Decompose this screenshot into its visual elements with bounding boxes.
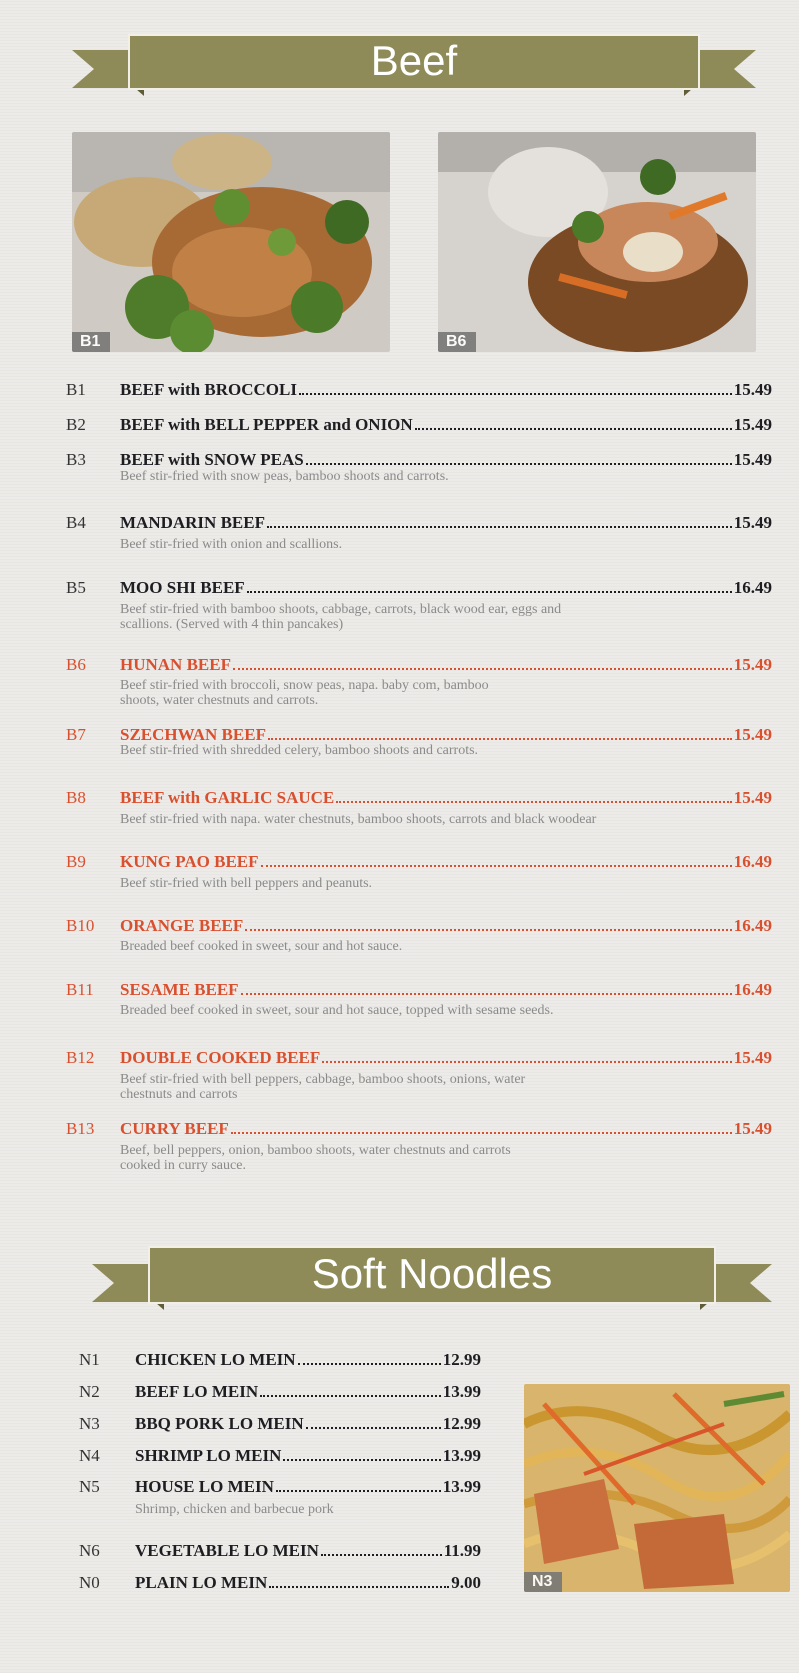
hunan-beef-photo: [438, 132, 756, 352]
item-code: N5: [79, 1477, 100, 1496]
item-name: CHICKEN LO MEIN: [135, 1350, 296, 1369]
dot-leader: [322, 1061, 731, 1063]
dot-leader: [298, 1363, 441, 1365]
dot-leader: [231, 1132, 732, 1134]
item-description: Beef stir-fried with broccoli, snow peas, napa. baby com, bamboo shoots, water chestnuts and carrots.: [120, 678, 489, 708]
dot-leader: [336, 801, 731, 803]
item-price: 15.49: [733, 788, 772, 807]
item-description: Beef stir-fried with bell peppers and peanuts.: [120, 876, 373, 891]
item-name: SZECHWAN BEEF: [120, 725, 266, 744]
lo-mein-image: [524, 1384, 790, 1592]
dot-leader: [306, 463, 732, 465]
item-name: BEEF LO MEIN: [135, 1382, 259, 1401]
item-code: N6: [79, 1541, 100, 1560]
item-code: N1: [79, 1350, 100, 1369]
item-name: ORANGE BEEF: [120, 916, 244, 935]
dot-leader: [261, 865, 732, 867]
item-code: B3: [66, 450, 86, 469]
item-description: Breaded beef cooked in sweet, sour and hot sauce, topped with sesame seeds.: [120, 1003, 554, 1018]
item-price: 16.49: [733, 916, 772, 935]
bbq-pork-lo-mein-photo: [524, 1384, 790, 1592]
item-name: BEEF with SNOW PEAS: [120, 450, 304, 469]
dot-leader: [245, 929, 731, 931]
item-price: 12.99: [442, 1350, 481, 1369]
item-price: 15.49: [733, 1048, 772, 1067]
item-name: KUNG PAO BEEF: [120, 852, 259, 871]
item-code: B2: [66, 415, 86, 434]
item-name: CURRY BEEF: [120, 1119, 229, 1138]
item-name: BBQ PORK LO MEIN: [135, 1414, 304, 1433]
item-name: PLAIN LO MEIN: [135, 1573, 268, 1592]
photo-tag-b6: B6: [438, 332, 476, 352]
item-price: 15.49: [733, 415, 772, 434]
dot-leader: [233, 668, 732, 670]
beef-section-banner: [72, 34, 756, 106]
dot-leader: [321, 1554, 442, 1556]
dot-leader: [415, 428, 732, 430]
item-name: SHRIMP LO MEIN: [135, 1446, 282, 1465]
item-code: B5: [66, 578, 86, 597]
item-description: Beef stir-fried with onion and scallions.: [120, 537, 343, 552]
item-description: Breaded beef cooked in sweet, sour and hot sauce.: [120, 939, 403, 954]
item-name: VEGETABLE LO MEIN: [135, 1541, 319, 1560]
item-name: MANDARIN BEEF: [120, 513, 265, 532]
item-code: B8: [66, 788, 86, 807]
item-code: N4: [79, 1446, 100, 1465]
dot-leader: [269, 1586, 449, 1588]
item-code: B12: [66, 1048, 95, 1067]
item-description: Beef stir-fried with napa. water chestnuts, bamboo shoots, carrots and black woodear: [120, 812, 597, 827]
dot-leader: [299, 393, 732, 395]
item-description: Beef, bell peppers, onion, bamboo shoots, water chestnuts and carrots cooked in curry sauce.: [120, 1143, 511, 1173]
noodles-section-banner: [92, 1246, 772, 1318]
item-price: 11.99: [443, 1541, 481, 1560]
hunan-beef-image: [438, 132, 756, 352]
item-description: Shrimp, chicken and barbecue pork: [135, 1502, 334, 1517]
beef-broccoli-photo: [72, 132, 390, 352]
item-price: 13.99: [442, 1446, 481, 1465]
item-price: 15.49: [733, 655, 772, 674]
photo-tag-b1: B1: [72, 332, 110, 352]
item-description: Beef stir-fried with bamboo shoots, cabbage, carrots, black wood ear, eggs and scallions. (Served with 4 thin pancakes): [120, 602, 562, 632]
item-name: HUNAN BEEF: [120, 655, 231, 674]
item-price: 15.49: [733, 380, 772, 399]
item-price: 16.49: [733, 578, 772, 597]
item-code: N0: [79, 1573, 100, 1592]
item-code: B13: [66, 1119, 95, 1138]
dot-leader: [276, 1490, 441, 1492]
item-price: 15.49: [733, 1119, 772, 1138]
item-price: 15.49: [733, 725, 772, 744]
item-code: N3: [79, 1414, 100, 1433]
item-description: Beef stir-fried with bell peppers, cabbage, bamboo shoots, onions, water chestnuts and carrots: [120, 1072, 526, 1102]
beef-broccoli-image: [72, 132, 390, 352]
item-name: SESAME BEEF: [120, 980, 239, 999]
item-name: BEEF with BROCCOLI: [120, 380, 297, 399]
beef-section-title: Beef: [128, 34, 700, 90]
item-name: BEEF with BELL PEPPER and ONION: [120, 415, 413, 434]
photo-tag-n3: N3: [524, 1572, 562, 1592]
dot-leader: [268, 738, 732, 740]
item-price: 12.99: [442, 1414, 481, 1433]
dot-leader: [247, 591, 732, 593]
item-price: 9.00: [451, 1573, 481, 1592]
dot-leader: [283, 1459, 440, 1461]
item-price: 15.49: [733, 513, 772, 532]
item-description: Beef stir-fried with shredded celery, bamboo shoots and carrots.: [120, 743, 479, 758]
dot-leader: [306, 1427, 441, 1429]
dot-leader: [260, 1395, 441, 1397]
item-name: MOO SHI BEEF: [120, 578, 245, 597]
dot-leader: [241, 993, 732, 995]
item-name: BEEF with GARLIC SAUCE: [120, 788, 335, 807]
noodles-section-title: Soft Noodles: [148, 1246, 716, 1304]
item-price: 15.49: [733, 450, 772, 469]
item-name: HOUSE LO MEIN: [135, 1477, 274, 1496]
item-code: B11: [66, 980, 94, 999]
item-code: B4: [66, 513, 86, 532]
item-price: 16.49: [733, 980, 772, 999]
item-name: DOUBLE COOKED BEEF: [120, 1048, 321, 1067]
item-code: B9: [66, 852, 86, 871]
item-price: 16.49: [733, 852, 772, 871]
item-code: B7: [66, 725, 86, 744]
item-price: 13.99: [442, 1382, 481, 1401]
item-code: B1: [66, 380, 86, 399]
item-price: 13.99: [442, 1477, 481, 1496]
dot-leader: [267, 526, 732, 528]
item-code: B10: [66, 916, 95, 935]
item-description: Beef stir-fried with snow peas, bamboo shoots and carrots.: [120, 469, 449, 484]
item-code: N2: [79, 1382, 100, 1401]
item-code: B6: [66, 655, 86, 674]
